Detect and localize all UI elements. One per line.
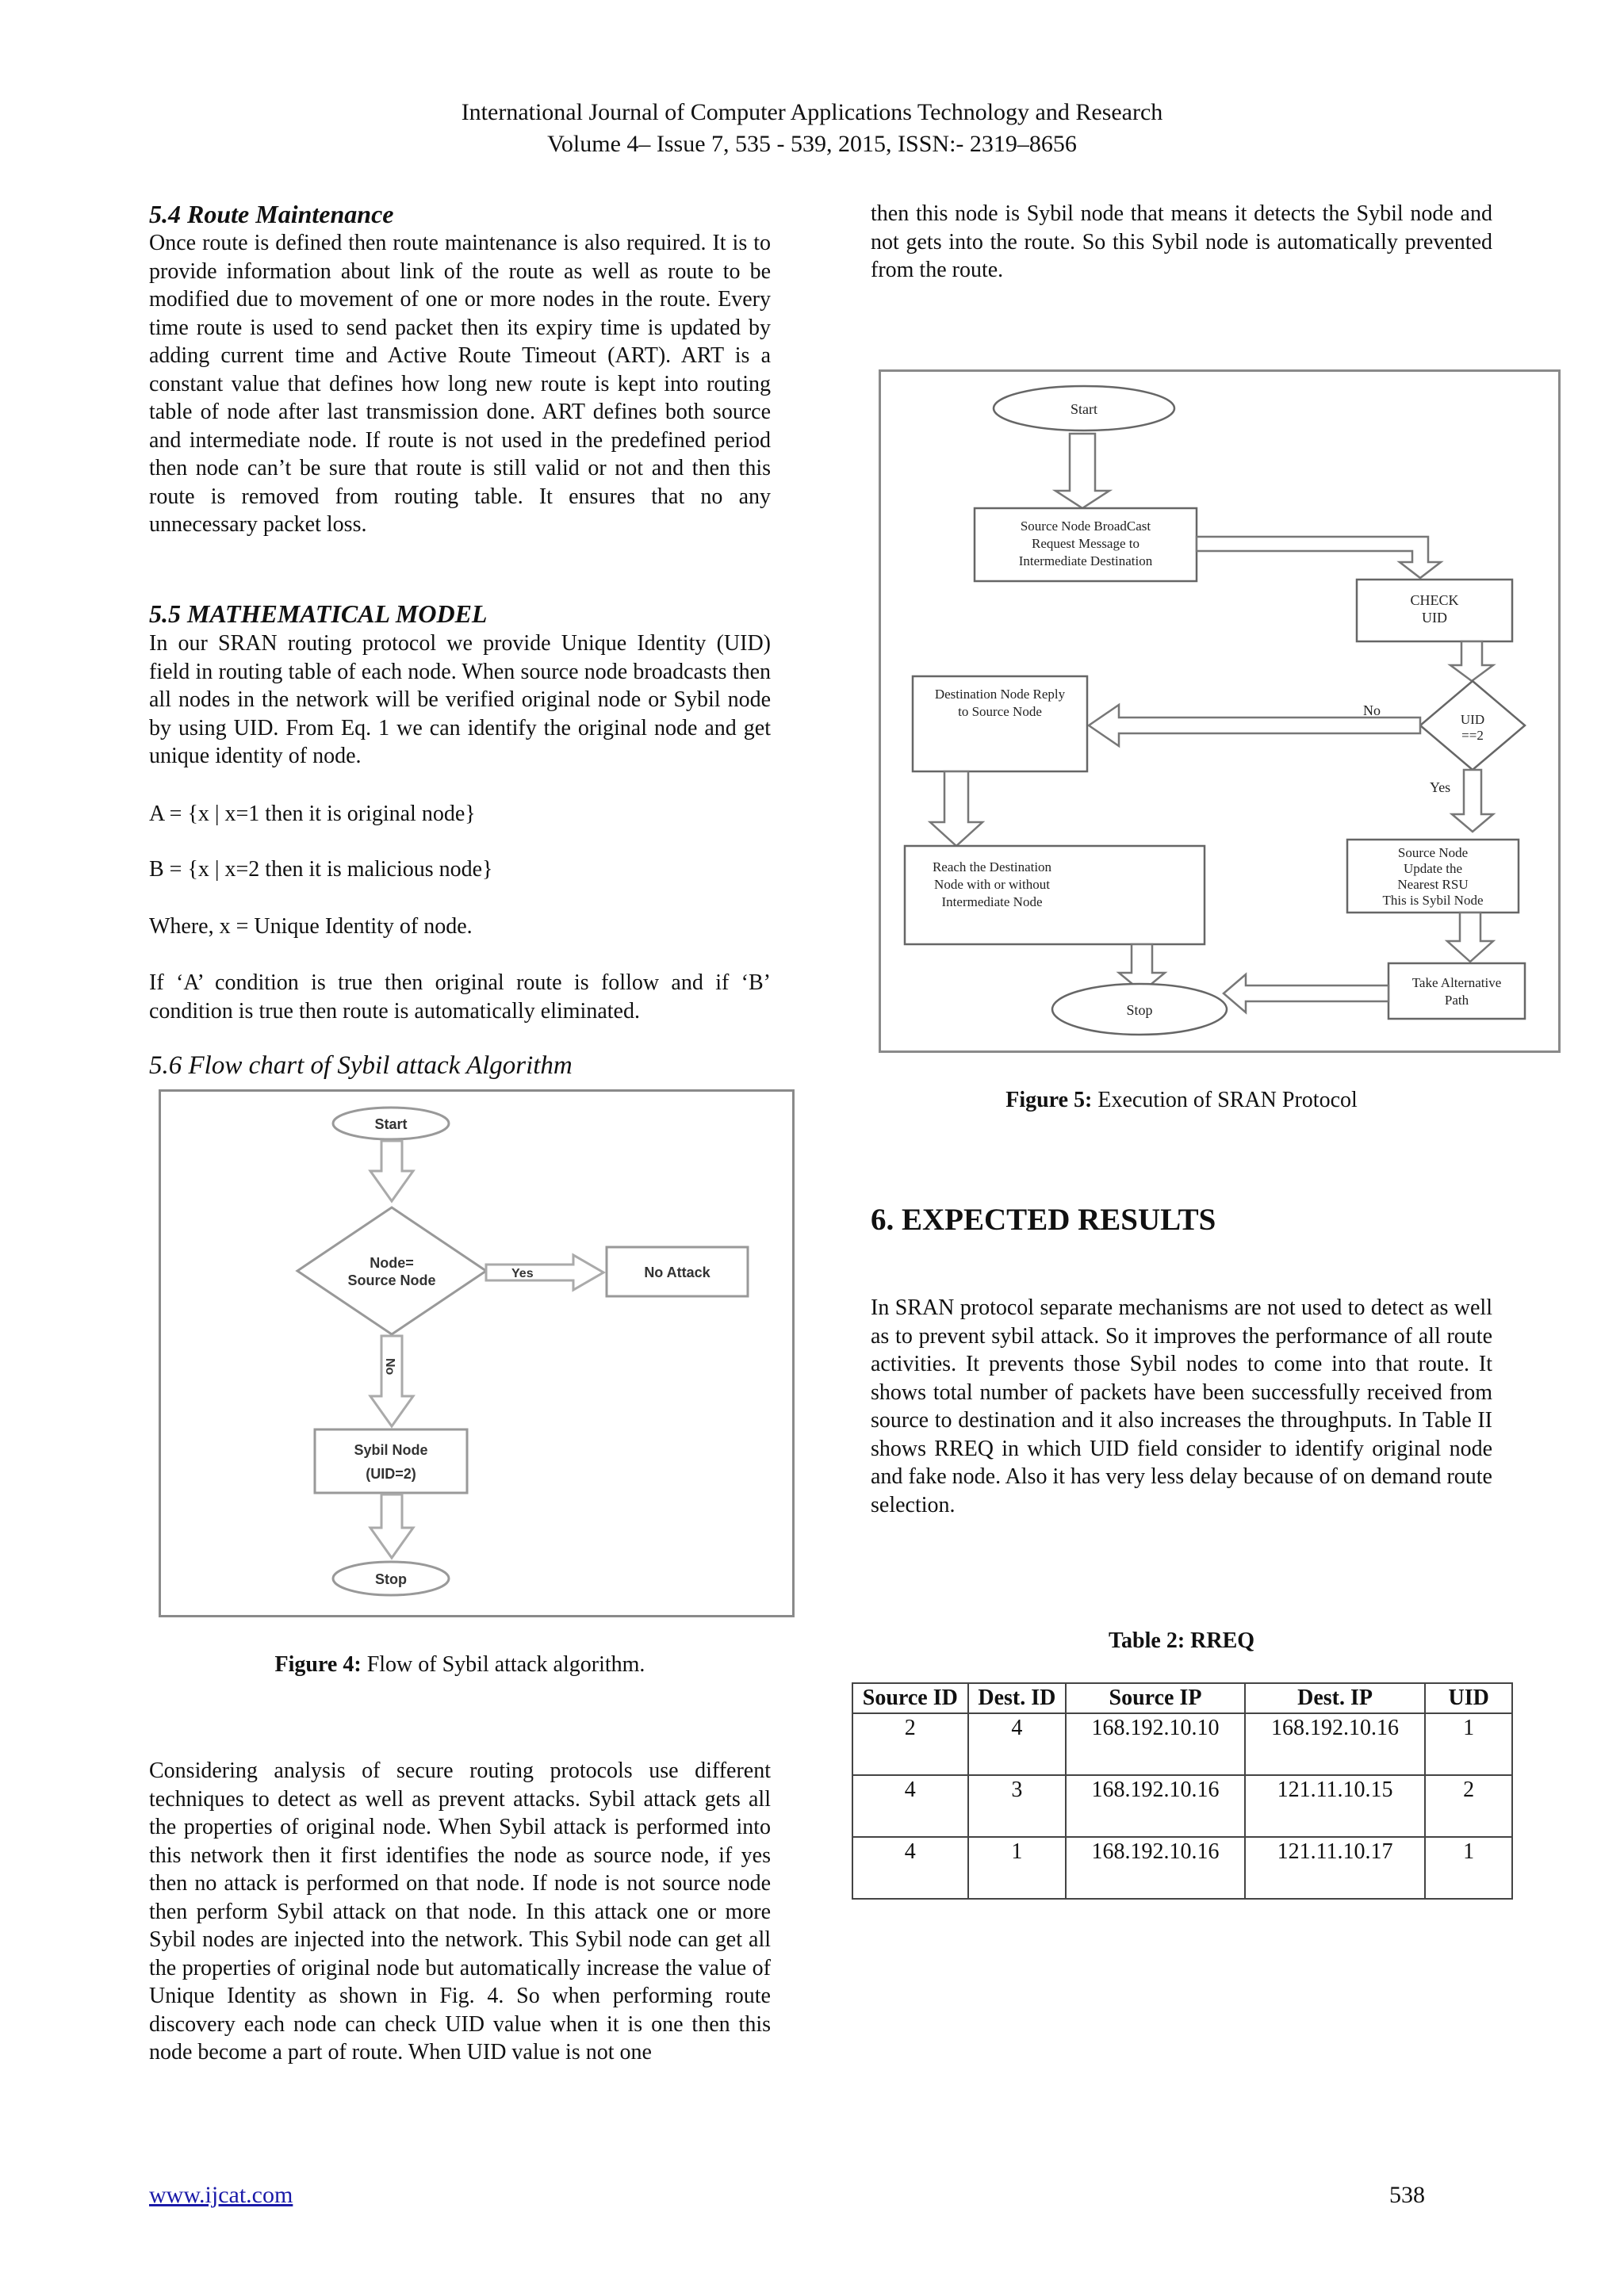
cell-source-id: 4 [852,1775,968,1837]
f4-arrow-no [370,1336,413,1426]
table-rreq [852,1682,1513,1900]
f5-uid-line1: UID [1460,712,1485,727]
cell-dest-ip: 168.192.10.16 [1245,1713,1426,1775]
cell-dest-id: 3 [968,1775,1067,1837]
figure-5-caption-text: Execution of SRAN Protocol [1092,1088,1358,1112]
cell-dest-id: 4 [968,1713,1067,1775]
table-row [852,1837,1512,1899]
th-dest-id: Dest. ID [968,1683,1067,1713]
figure-4-caption [149,1652,771,1678]
th-dest-ip: Dest. IP [1245,1683,1426,1713]
f4-decision-line1: Node= [370,1255,414,1271]
f4-sybil-line2: (UID=2) [366,1466,416,1482]
cell-uid: 2 [1425,1775,1512,1837]
f5-uid-line2: ==2 [1461,728,1484,743]
figure-4-flowchart [159,1089,795,1617]
section-6-title: 6. EXPECTED RESULTS [871,1203,1216,1237]
f4-decision-node [297,1207,486,1334]
f5-reply-line1: Destination Node Reply [934,687,1066,702]
figure-4-caption-label: Figure 4: [274,1652,362,1677]
f4-arrow-stop [370,1494,413,1558]
f5-start-label: Start [1071,401,1097,417]
cell-uid: 1 [1425,1837,1512,1899]
f5-no-label: No [1363,702,1381,718]
f5-broadcast-line1: Source Node BroadCast [1020,519,1151,534]
section-5-4-title: 5.4 Route Maintenance [149,200,394,228]
f5-reach-line3: Intermediate Node [941,894,1043,909]
th-source-id: Source ID [852,1683,968,1713]
f5-alt-line1: Take Alternative [1411,975,1502,990]
f5-arrow-alt-stop [1224,974,1388,1012]
f4-no-attack-label: No Attack [644,1265,710,1280]
f4-yes-label: Yes [511,1267,534,1280]
section-5-5-title: 5.5 MATHEMATICAL MODEL [149,599,488,628]
right-top-paragraph: then this node is Sybil node that means it detects the Sybil node and not gets into the route. So this Sybil node is automatically prevented from the route. [871,201,1492,282]
journal-title: International Journal of Computer Applications Technology and Research [461,99,1163,125]
figure-5-caption-label: Figure 5: [1005,1088,1093,1112]
page-number: 538 [1389,2182,1425,2208]
f5-update-line4: This is Sybil Node [1382,893,1484,908]
footer-url-link[interactable]: www.ijcat.com [149,2182,293,2208]
cell-dest-ip: 121.11.10.15 [1245,1775,1426,1837]
cell-source-id: 4 [852,1837,968,1899]
f5-check-line1: CHECK [1410,592,1459,608]
th-uid: UID [1425,1683,1512,1713]
table-row [852,1775,1512,1837]
cell-dest-ip: 121.11.10.17 [1245,1837,1426,1899]
f4-sybil-node [315,1429,467,1493]
f5-reply-line2: to Source Node [958,704,1042,719]
f5-alt-path-node [1388,963,1525,1019]
journal-volume: Volume 4– Issue 7, 535 - 539, 2015, ISSN:- 2319–8656 [547,131,1077,157]
section-5-6-title: 5.6 Flow chart of Sybil attack Algorithm [149,1051,573,1080]
f4-sybil-line1: Sybil Node [354,1442,428,1458]
f5-broadcast-line3: Intermediate Destination [1018,553,1153,568]
table-header-row [852,1683,1512,1713]
f5-alt-line2: Path [1444,993,1469,1008]
cell-source-ip: 168.192.10.16 [1066,1837,1245,1899]
section-5-5-body: In our SRAN routing protocol we provide Unique Identity (UID) field in routing table of each node. When source node broadcasts then all nodes in the network will be verified original node or Sybil node by using UID. From Eq. 1 we can identify the original node and get unique identity of node. [149,631,771,768]
figure-5-caption [871,1088,1492,1113]
f5-reach-line2: Node with or without [934,877,1050,892]
f4-arrow-1 [370,1141,413,1201]
where-definition: Where, x = Unique Identity of node. [149,914,473,939]
th-source-ip: Source IP [1066,1683,1245,1713]
table-2-caption: Table 2: RREQ [1108,1628,1255,1653]
f5-update-line3: Nearest RSU [1397,877,1469,892]
cell-source-ip: 168.192.10.10 [1066,1713,1245,1775]
set-b-formula: B = {x | x=2 then it is malicious node} [149,857,493,882]
left-bottom-paragraph: Considering analysis of secure routing protocols use different techniques to detect as well as prevent attacks. Sybil attack gets all the properties of original node. When Sybil attack is performed into this network then it first identifies the node as source node, if yes then no attack is performed on that node. If node is not source node then perform Sybil attack on that node. In this attack one or more Sybil nodes are injected into the network. This Sybil node can get all the properties of original node but automatically increase the value of Unique Identity as shown in Fig. 4. So when performing route discovery each node can check UID value when it is one then this node become a part of route. When UID value is not one [149,1758,771,2064]
f5-reach-line1: Reach the Destination [932,859,1052,874]
cell-source-ip: 168.192.10.16 [1066,1775,1245,1837]
figure-5-flowchart [879,369,1561,1053]
table-row [852,1713,1512,1775]
f5-yes-label: Yes [1430,779,1451,795]
set-a-formula: A = {x | x=1 then it is original node} [149,802,476,826]
f5-broadcast-line2: Request Message to [1032,536,1139,551]
section-5-4-body: Once route is defined then route maintenance is also required. It is to provide information about link of the route as well as route to be modified due to movement of one or more nodes in the route. Every time route is used to send packet then its expiry time is updated by adding current time and Active Route Timeout (ART). ART is a constant value that defines how long new route is kept into routing table of node after last transmission done. ART defines both source and intermediate node. If route is not used in the predefined period then node can’t be sure that route is still valid or not and then this route is removed from routing table. It ensures that no any unnecessary packet loss. [149,231,771,537]
f5-update-line2: Update the [1403,861,1463,876]
f5-stop-label: Stop [1126,1002,1153,1018]
f5-arrow-alt [1447,913,1493,962]
f4-stop-label: Stop [375,1571,407,1587]
f5-arrow-yes [1452,770,1493,832]
f4-start-label: Start [374,1116,408,1132]
condition-text: If ‘A’ condition is true then original route is follow and if ‘B’ condition is true then route is automatically eliminated. [149,970,771,1024]
figure-4-caption-text: Flow of Sybil attack algorithm. [361,1652,645,1677]
f5-arrow-reach [930,771,982,846]
f4-arrow-yes [486,1255,603,1290]
section-6-body: In SRAN protocol separate mechanisms are not used to detect as well as to prevent sybil attack. So it improves the performance of all route activities. It prevents those Sybil nodes to come into that route. It shows total number of packets have been successfully received from source to destination and it also increases the throughputs. In Table II shows RREQ in which UID field consider to identify original node and fake node. Also it has very less delay because of on demand route selection. [871,1295,1492,1517]
cell-dest-id: 1 [968,1837,1067,1899]
f5-update-line1: Source Node [1397,845,1469,860]
f4-decision-line2: Source Node [347,1272,436,1288]
cell-source-id: 2 [852,1713,968,1775]
f5-arrow-1 [1055,434,1109,508]
f5-check-line2: UID [1422,610,1447,626]
f5-arrow-2 [1197,537,1441,578]
f4-no-label: No [383,1358,396,1376]
f5-arrow-3 [1450,641,1493,681]
cell-uid: 1 [1425,1713,1512,1775]
